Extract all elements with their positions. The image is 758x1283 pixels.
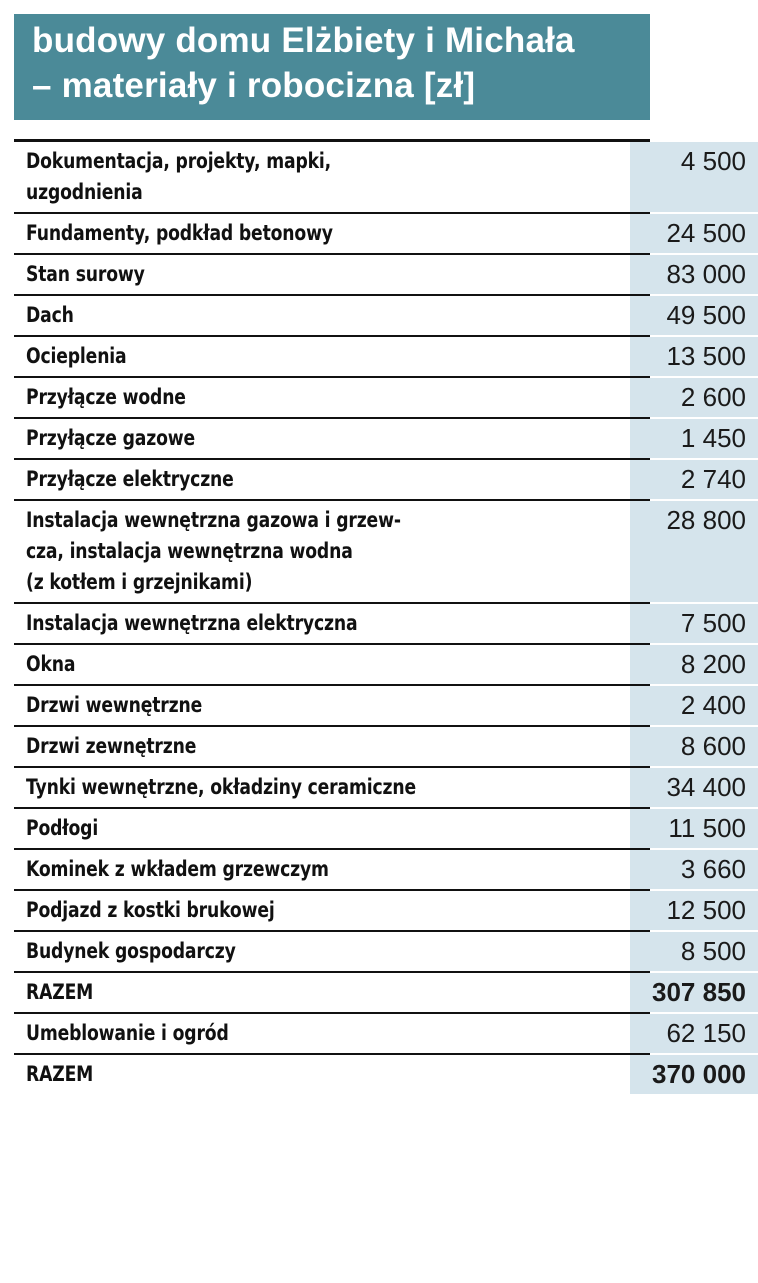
cost-item-label	[14, 378, 630, 417]
cost-item-label	[14, 850, 630, 889]
table-total-row	[14, 973, 746, 1014]
cost-item-label	[14, 1055, 630, 1094]
table-row	[14, 1014, 746, 1055]
cost-item-label	[14, 337, 630, 376]
cost-item-label	[14, 809, 630, 848]
cost-item-label-text: Przyłącze gazowe	[26, 426, 196, 450]
cost-item-label-text: Podłogi	[26, 816, 99, 840]
table-row	[14, 501, 746, 604]
cost-item-label	[14, 645, 630, 684]
table-row	[14, 139, 746, 214]
table-row	[14, 296, 746, 337]
table-row	[14, 378, 746, 419]
table-row	[14, 214, 746, 255]
cost-item-label-text: Drzwi zewnętrzne	[26, 734, 197, 758]
table-title-line-1: budowy domu Elżbiety i Michała	[32, 21, 575, 60]
cost-item-value: 8 500	[630, 932, 758, 971]
cost-item-label-text: RAZEM	[26, 1062, 94, 1086]
table-row	[14, 686, 746, 727]
table-title-banner	[14, 14, 650, 120]
table-row	[14, 604, 746, 645]
cost-item-value: 2 400	[630, 686, 758, 725]
cost-item-label	[14, 296, 630, 335]
table-row	[14, 419, 746, 460]
cost-item-value: 3 660	[630, 850, 758, 889]
table-total-row	[14, 1055, 746, 1094]
table-row	[14, 932, 746, 973]
cost-item-label-text: Dach	[26, 303, 74, 327]
cost-item-label	[14, 214, 630, 253]
cost-item-label	[14, 142, 630, 212]
cost-item-value: 2 600	[630, 378, 758, 417]
cost-item-label-text: Tynki wewnętrzne, okładziny ceramiczne	[26, 775, 416, 799]
table-row	[14, 337, 746, 378]
cost-item-label-text: Kominek z wkładem grzewczym	[26, 857, 329, 881]
cost-item-value: 12 500	[630, 891, 758, 930]
cost-item-label-text: Dokumentacja, projekty, mapki, uzgodnienia	[26, 149, 332, 204]
cost-item-label	[14, 501, 630, 602]
cost-item-label	[14, 973, 630, 1012]
cost-item-label-text: Drzwi wewnętrzne	[26, 693, 203, 717]
cost-item-value: 307 850	[630, 973, 758, 1012]
table-row	[14, 768, 746, 809]
cost-item-label	[14, 255, 630, 294]
cost-item-value: 34 400	[630, 768, 758, 807]
cost-item-value: 62 150	[630, 1014, 758, 1053]
cost-item-value: 8 200	[630, 645, 758, 684]
cost-item-label	[14, 604, 630, 643]
cost-item-value: 1 450	[630, 419, 758, 458]
cost-item-value: 28 800	[630, 501, 758, 602]
cost-item-label	[14, 686, 630, 725]
cost-item-value: 24 500	[630, 214, 758, 253]
cost-item-label-text: Okna	[26, 652, 76, 676]
cost-item-label-text: Przyłącze elektryczne	[26, 467, 234, 491]
cost-item-label	[14, 460, 630, 499]
cost-table	[14, 139, 746, 1094]
cost-item-value: 11 500	[630, 809, 758, 848]
cost-item-label	[14, 891, 630, 930]
cost-item-label	[14, 727, 630, 766]
cost-item-label-text: Instalacja wewnętrzna gazowa i grzew- cza, instalacja wewnętrzna wodna (z kotłem i grzejnikami)	[26, 508, 401, 594]
table-title-line-2: – materiały i robocizna [zł]	[32, 66, 476, 105]
cost-item-value: 2 740	[630, 460, 758, 499]
cost-item-value: 49 500	[630, 296, 758, 335]
cost-item-value: 83 000	[630, 255, 758, 294]
cost-item-value: 370 000	[630, 1055, 758, 1094]
cost-item-value: 4 500	[630, 142, 758, 212]
cost-item-value: 8 600	[630, 727, 758, 766]
table-row	[14, 645, 746, 686]
table-row	[14, 809, 746, 850]
table-row	[14, 891, 746, 932]
table-row	[14, 850, 746, 891]
cost-item-value: 7 500	[630, 604, 758, 643]
cost-item-label-text: Budynek gospodarczy	[26, 939, 236, 963]
cost-item-label-text: RAZEM	[26, 980, 94, 1004]
cost-item-value: 13 500	[630, 337, 758, 376]
cost-item-label-text: Stan surowy	[26, 262, 145, 286]
cost-item-label	[14, 419, 630, 458]
cost-item-label-text: Przyłącze wodne	[26, 385, 186, 409]
table-row	[14, 255, 746, 296]
cost-item-label-text: Instalacja wewnętrzna elektryczna	[26, 611, 358, 635]
cost-item-label-text: Umeblowanie i ogród	[26, 1021, 229, 1045]
table-row	[14, 727, 746, 768]
cost-item-label	[14, 932, 630, 971]
cost-item-label	[14, 1014, 630, 1053]
table-row	[14, 460, 746, 501]
cost-item-label	[14, 768, 630, 807]
cost-item-label-text: Fundamenty, podkład betonowy	[26, 221, 333, 245]
cost-item-label-text: Podjazd z kostki brukowej	[26, 898, 275, 922]
cost-item-label-text: Ocieplenia	[26, 344, 127, 368]
